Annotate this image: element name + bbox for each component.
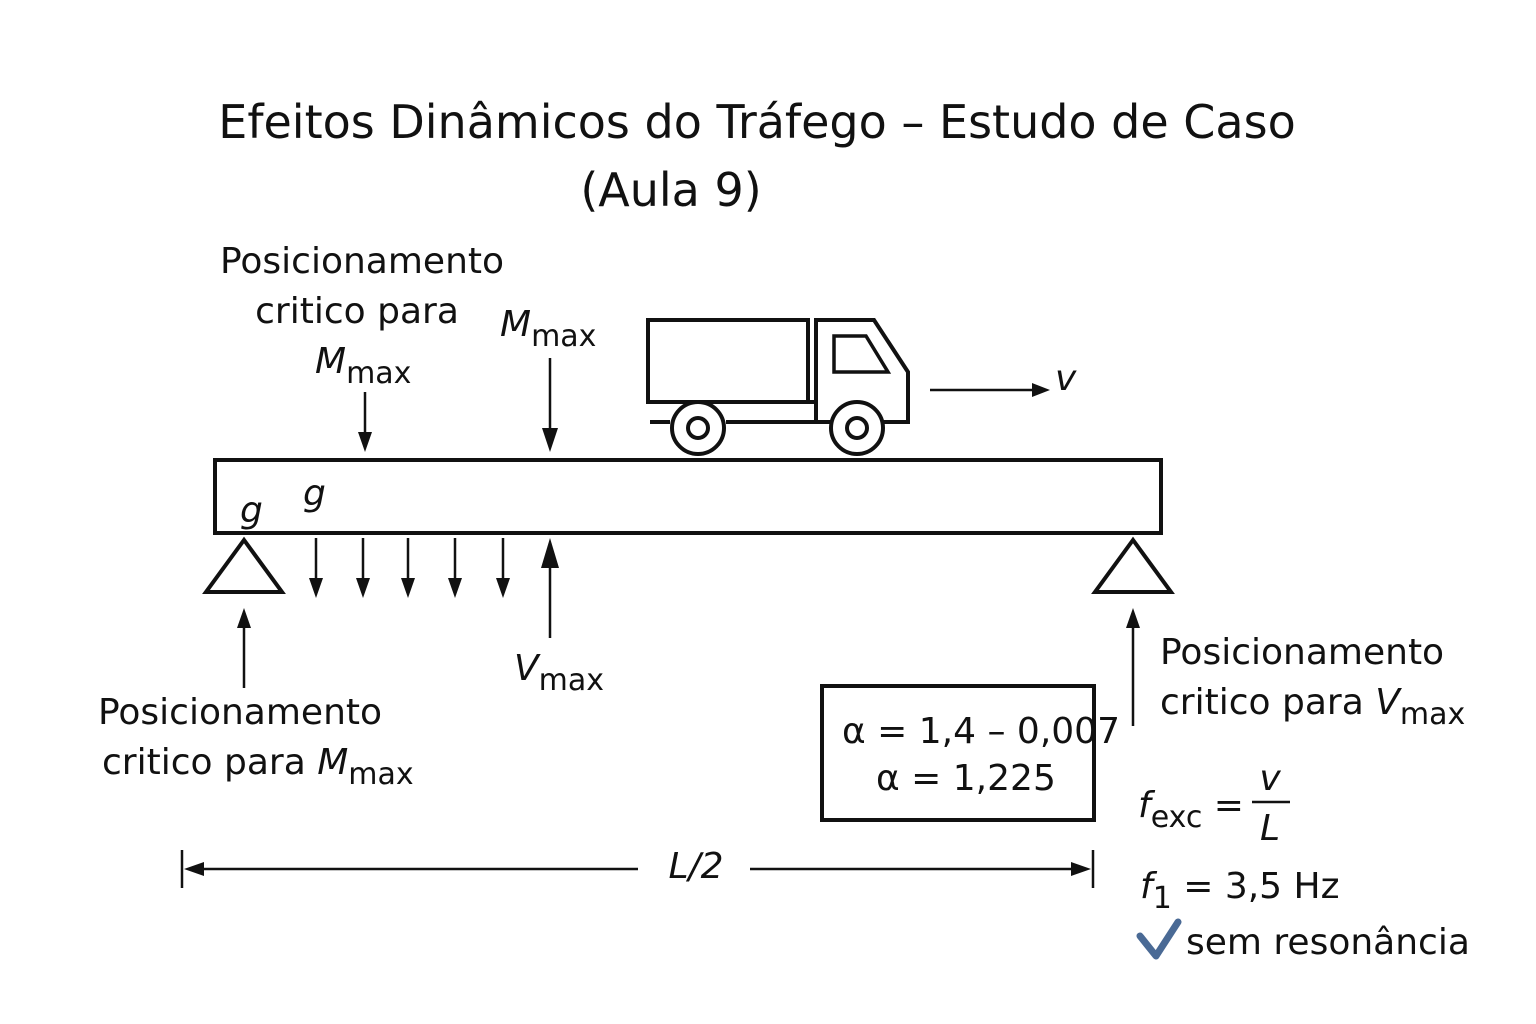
pos-bl-line-2 bbox=[102, 742, 414, 792]
natural-frequency bbox=[1140, 866, 1340, 916]
span-dimension bbox=[182, 850, 1093, 888]
pos-top-m-subscript: max bbox=[346, 356, 412, 391]
arrow-up-left-support bbox=[237, 608, 251, 688]
fraction-numerator: v bbox=[1259, 758, 1281, 799]
f1-subscript: 1 bbox=[1152, 881, 1172, 916]
resonance-status: sem resonância bbox=[1186, 922, 1470, 963]
f1-value: = 3,5 Hz bbox=[1171, 866, 1340, 907]
velocity-label: v bbox=[1055, 358, 1077, 399]
vmax-v-symbol: V bbox=[514, 648, 539, 689]
pos-br-line-2 bbox=[1160, 682, 1465, 732]
critical-position-label-bottom-right bbox=[1160, 632, 1465, 732]
beam bbox=[215, 460, 1161, 533]
vmax-subscript: max bbox=[538, 663, 605, 698]
pos-top-line-2: critico para bbox=[255, 291, 459, 332]
pos-top-line-1: Posicionamento bbox=[219, 241, 505, 282]
self-weight-label-right: g bbox=[303, 473, 326, 514]
vmax-label bbox=[514, 648, 604, 698]
self-weight-label-left: g bbox=[240, 490, 263, 531]
fexc-subscript: exc bbox=[1150, 800, 1203, 835]
fexc-f-symbol: f bbox=[1138, 785, 1151, 826]
fexc-equals: = bbox=[1202, 785, 1244, 826]
pos-bl-text: critico para bbox=[102, 742, 318, 783]
arrow-down-mmax bbox=[542, 358, 558, 452]
excitation-frequency-formula bbox=[1138, 758, 1290, 849]
alpha-formula-line-1: α = 1,4 – 0,007 bbox=[842, 711, 1120, 752]
pos-bl-m-symbol: M bbox=[317, 742, 349, 783]
title-line-2: (Aula 9) bbox=[580, 163, 762, 217]
fexc-label bbox=[1138, 785, 1244, 835]
pos-bl-line-1: Posicionamento bbox=[97, 692, 383, 733]
checkmark-icon bbox=[1140, 922, 1178, 956]
velocity-arrow bbox=[930, 383, 1050, 397]
critical-position-label-bottom-left bbox=[98, 692, 414, 792]
arrow-up-right-support bbox=[1126, 608, 1140, 726]
distributed-load-arrows bbox=[309, 538, 510, 598]
pos-bl-m-subscript: max bbox=[348, 757, 414, 792]
critical-position-label-top bbox=[220, 241, 504, 391]
pos-br-v-subscript: max bbox=[1399, 697, 1466, 732]
truck-icon bbox=[648, 320, 908, 454]
title-line-1: Efeitos Dinâmicos do Tráfego – Estudo de Caso bbox=[218, 95, 1296, 149]
pos-br-text: critico para bbox=[1160, 682, 1376, 723]
mmax-m-symbol: M bbox=[500, 304, 532, 345]
pos-top-mmax bbox=[315, 341, 411, 391]
mmax-subscript: max bbox=[531, 319, 597, 354]
mmax-label bbox=[500, 304, 596, 354]
support-left-icon bbox=[206, 540, 282, 592]
alpha-formula-box bbox=[822, 686, 1094, 820]
pos-br-v-symbol: V bbox=[1375, 682, 1400, 723]
alpha-formula-line-2: α = 1,225 bbox=[876, 758, 1056, 799]
span-label: L/2 bbox=[668, 846, 724, 887]
f1-symbol: f bbox=[1140, 866, 1153, 907]
pos-top-m-symbol: M bbox=[315, 341, 347, 382]
arrow-up-vmax bbox=[541, 538, 559, 638]
support-right-icon bbox=[1095, 540, 1171, 592]
fraction-denominator: L bbox=[1259, 808, 1281, 849]
arrow-down-top-left bbox=[358, 392, 372, 452]
pos-br-line-1: Posicionamento bbox=[1160, 632, 1445, 673]
